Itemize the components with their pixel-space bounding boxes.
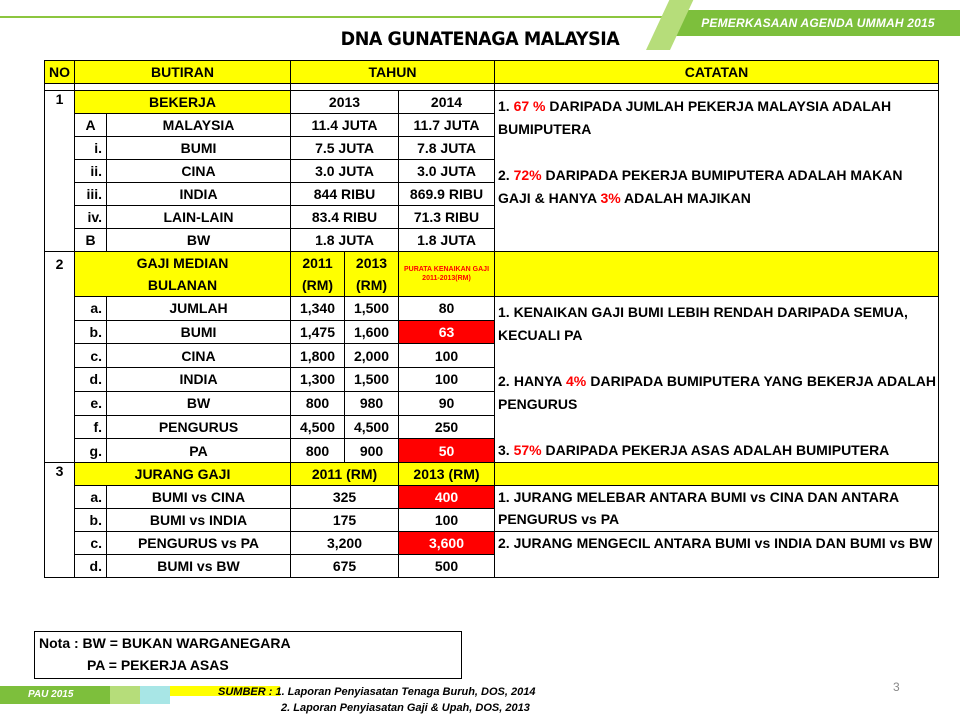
section-label: JURANG GAJI (75, 463, 291, 486)
year-label: 2013 (291, 91, 399, 114)
cell-value: 71.3 RIBU (399, 206, 495, 229)
note: 2. HANYA 4% DARIPADA BUMIPUTERA YANG BEKERJA ADALAH PENGURUS (498, 373, 936, 412)
section-number: 3 (45, 463, 75, 578)
catatan-blank (495, 252, 939, 297)
cell-value: 3,200 (291, 532, 399, 555)
data-table (44, 60, 939, 578)
table-row (45, 252, 939, 297)
cell-value: 500 (399, 555, 495, 578)
purata-label: PURATA KENAIKAN GAJI 2011-2013(RM) (399, 252, 495, 297)
row-index: g. (75, 439, 107, 463)
table-row (45, 297, 939, 321)
cell-value-highlight: 3,600 (399, 532, 495, 555)
year-label: 2011 (RM) (291, 252, 345, 297)
footer-pau-badge: PAU 2015 (0, 686, 110, 704)
page-number: 3 (893, 680, 900, 694)
footer-accent (140, 686, 170, 704)
row-index: iv. (75, 206, 107, 229)
source-notes (218, 684, 535, 716)
row-label: JUMLAH (107, 297, 291, 321)
cell-value-highlight: 400 (399, 486, 495, 509)
header-catatan: CATATAN (495, 61, 939, 84)
row-label: BW (107, 391, 291, 415)
row-label: LAIN-LAIN (107, 206, 291, 229)
cell-value: 4,500 (291, 415, 345, 439)
row-index: f. (75, 415, 107, 439)
row-label: PENGURUS vs PA (107, 532, 291, 555)
cell-value: 100 (399, 509, 495, 532)
row-index: c. (75, 344, 107, 368)
section-label: GAJI MEDIAN BULANAN (75, 252, 291, 297)
source-item: 1. Laporan Penyiasatan Tenaga Buruh, DOS, 2014 (275, 686, 536, 698)
cell-value: 11.4 JUTA (291, 114, 399, 137)
cell-value: 90 (399, 391, 495, 415)
cell-value: 100 (399, 368, 495, 392)
cell-value: 2,000 (345, 344, 399, 368)
cell-value: 175 (291, 509, 399, 532)
row-label: CINA (107, 160, 291, 183)
year-label: 2013 (RM) (345, 252, 399, 297)
cell-value-highlight: 63 (399, 320, 495, 344)
cell-value: 4,500 (345, 415, 399, 439)
cell-value-highlight: 50 (399, 439, 495, 463)
table-row (45, 532, 939, 555)
row-label: PA (107, 439, 291, 463)
row-index: d. (75, 555, 107, 578)
section-number: 1 (45, 91, 75, 252)
cell-value: 800 (291, 439, 345, 463)
cell-value: 800 (291, 391, 345, 415)
row-label: INDIA (107, 183, 291, 206)
row-label: BUMI vs CINA (107, 486, 291, 509)
row-label: INDIA (107, 368, 291, 392)
row-label: BUMI vs BW (107, 555, 291, 578)
row-index: A (75, 114, 107, 137)
header-butiran: BUTIRAN (75, 61, 291, 84)
row-label: PENGURUS (107, 415, 291, 439)
header-banner-text: PEMERKASAAN AGENDA UMMAH 2015 (701, 16, 935, 30)
page-title: DNA GUNATENAGA MALAYSIA (340, 28, 620, 50)
row-index: e. (75, 391, 107, 415)
cell-value: 1,340 (291, 297, 345, 321)
row-label: MALAYSIA (107, 114, 291, 137)
row-index: c. (75, 532, 107, 555)
row-index: a. (75, 486, 107, 509)
row-index: b. (75, 320, 107, 344)
note: 2. 72% DARIPADA PEKERJA BUMIPUTERA ADALAH MAKAN GAJI & HANYA 3% ADALAH MAJIKAN (498, 167, 903, 206)
cell-value: 7.5 JUTA (291, 137, 399, 160)
cell-value: 1,500 (345, 368, 399, 392)
cell-value: 83.4 RIBU (291, 206, 399, 229)
cell-value: 1.8 JUTA (291, 229, 399, 252)
row-label: BUMI vs INDIA (107, 509, 291, 532)
cell-value: 675 (291, 555, 399, 578)
nota-line: PA = PEKERJA ASAS (87, 657, 229, 673)
nota-line: Nota : BW = BUKAN WARGANEGARA (39, 635, 291, 651)
row-label: BUMI (107, 137, 291, 160)
section3-note2: 2. JURANG MENGECIL ANTARA BUMI vs INDIA DAN BUMI vs BW (495, 532, 939, 578)
cell-value: 3.0 JUTA (399, 160, 495, 183)
row-index: a. (75, 297, 107, 321)
cell-value: 11.7 JUTA (399, 114, 495, 137)
cell-value: 1.8 JUTA (399, 229, 495, 252)
row-index: B (75, 229, 107, 252)
cell-value: 1,800 (291, 344, 345, 368)
header-no: NO (45, 61, 75, 84)
row-index: ii. (75, 160, 107, 183)
cell-value: 325 (291, 486, 399, 509)
cell-value: 100 (399, 344, 495, 368)
table-header-row (45, 61, 939, 84)
catatan-blank (495, 463, 939, 486)
section2-notes (495, 297, 939, 463)
cell-value: 1,300 (291, 368, 345, 392)
table-row (45, 486, 939, 509)
section1-notes (495, 91, 939, 252)
section3-note1: 1. JURANG MELEBAR ANTARA BUMI vs CINA DAN ANTARA PENGURUS vs PA (495, 486, 939, 532)
note: 1. KENAIKAN GAJI BUMI LEBIH RENDAH DARIPADA SEMUA, KECUALI PA (498, 304, 908, 343)
row-index: d. (75, 368, 107, 392)
nota-box (34, 631, 462, 679)
note: 3. 57% DARIPADA PEKERJA ASAS ADALAH BUMIPUTERA (498, 442, 890, 458)
year-label: 2014 (399, 91, 495, 114)
header-tahun: TAHUN (291, 61, 495, 84)
row-index: iii. (75, 183, 107, 206)
cell-value: 7.8 JUTA (399, 137, 495, 160)
row-label: CINA (107, 344, 291, 368)
header-line (0, 16, 676, 18)
footer-accent (110, 686, 140, 704)
cell-value: 900 (345, 439, 399, 463)
cell-value: 80 (399, 297, 495, 321)
section-number: 2 (45, 252, 75, 463)
cell-value: 3.0 JUTA (291, 160, 399, 183)
note: 1. 67 % DARIPADA JUMLAH PEKERJA MALAYSIA ADALAH BUMIPUTERA (498, 98, 892, 137)
cell-value: 250 (399, 415, 495, 439)
table-row (45, 463, 939, 486)
row-label: BW (107, 229, 291, 252)
source-label: SUMBER : (218, 686, 273, 698)
cell-value: 1,475 (291, 320, 345, 344)
cell-value: 1,500 (345, 297, 399, 321)
row-index: b. (75, 509, 107, 532)
cell-value: 1,600 (345, 320, 399, 344)
table-row (45, 91, 939, 114)
cell-value: 844 RIBU (291, 183, 399, 206)
year-label: 2011 (RM) (291, 463, 399, 486)
cell-value: 869.9 RIBU (399, 183, 495, 206)
row-label: BUMI (107, 320, 291, 344)
source-item: 2. Laporan Penyiasatan Gaji & Upah, DOS, 2013 (281, 702, 530, 714)
cell-value: 980 (345, 391, 399, 415)
section-label: BEKERJA (75, 91, 291, 114)
year-label: 2013 (RM) (399, 463, 495, 486)
row-index: i. (75, 137, 107, 160)
